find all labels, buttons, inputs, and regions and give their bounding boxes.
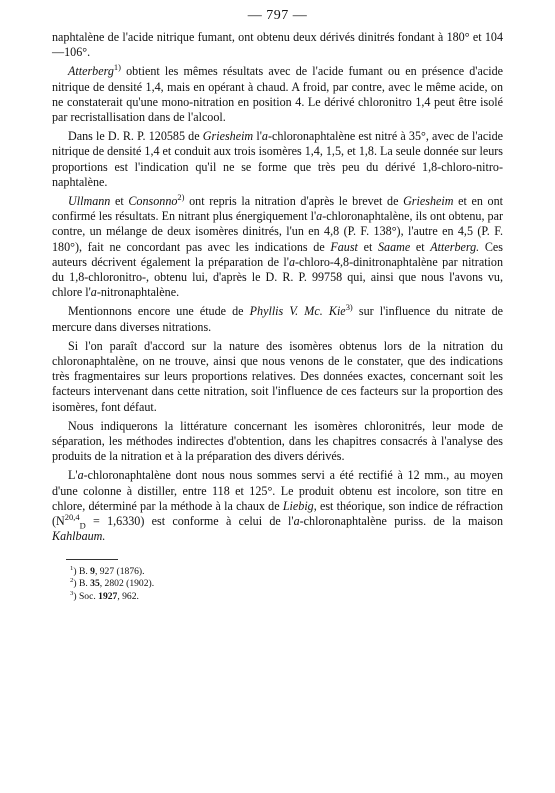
text-run: Consonno [128, 194, 178, 209]
text-run: 9 [90, 565, 95, 577]
superscript: 3 [70, 589, 74, 597]
text-run: ) Soc. [73, 590, 99, 602]
superscript: 1 [70, 564, 74, 572]
text-run: Griesheim [403, 194, 454, 209]
text-run: Atterberg [68, 64, 114, 79]
paragraph [52, 64, 503, 125]
footnote-rule [66, 559, 118, 560]
text-run: Nous indiquerons la littérature concernant les isomères chloronitrés, leur mode de séparation, les méthodes indirectes d'obtention, dans les chapitres consacrés à l'analyse des produits de la nitration et à la préparation des divers dérivés. [52, 418, 503, 464]
text-run: Si l'on paraît d'accord sur la nature des isomères obtenus lors de la nitration du chloronaphtalène, on ne trouve, ainsi que nous venons de le constater, que des indications très fragmentaires sur leurs proportions relatives. Des données exactes, concernant soit les facteurs intervenant dans cette nitration, soit l'influence de ces facteurs sur la proportion des isomères, font défaut. [52, 338, 503, 414]
text-run: Kahlbaum. [52, 529, 106, 544]
body-text [52, 30, 503, 545]
paragraph [52, 129, 503, 190]
text-run: Ullmann [68, 194, 111, 209]
text-run: -chloronaphtalène puriss. de la maison [299, 514, 503, 529]
paragraph [52, 30, 503, 60]
text-run: -chloro-4,8-dinitronaphtalène par nitration du 1,8-chloronitro-, obtenu lui, d'après le D. R. P. 99758 qui, ainsi que nous l'avons vu, chlore l' [52, 254, 504, 300]
text-run: l' [253, 129, 262, 144]
text-run: ) B. [73, 565, 91, 577]
text-run: Mentionnons encore une étude de [68, 304, 250, 319]
subscript: D [79, 520, 86, 531]
text-run: , 927 (1876). [94, 565, 145, 577]
text-run: Phyllis V. Mc. Kie [249, 304, 346, 319]
text-run: sur l'influence du nitrate de mercure dans diverses nitrations. [52, 304, 503, 334]
superscript: 2) [177, 192, 185, 202]
text-run: Griesheim [202, 129, 254, 144]
text-run: Atterberg. [430, 239, 480, 254]
text-run: a [261, 129, 268, 144]
text-run: et [357, 239, 378, 254]
text-run: et en ont confirmé les résultats. En nitrant plus énergiquement l' [52, 194, 503, 224]
text-run: Saame [377, 239, 411, 254]
text-run: 1927 [98, 590, 118, 602]
text-run: , 962. [117, 590, 139, 602]
text-run: , est théorique, son indice de réfraction (N [52, 498, 503, 529]
footnote [52, 591, 503, 604]
text-run: -chloronaphtalène, ils ont obtenu, par contre, un mélange de deux isomères dinitrés, l'un en 4,8 (P. F. 138°), l'autre en 4,5 (P. F. 180°), fait ne concordant pas avec les indications de [52, 209, 503, 254]
text-run: a [77, 468, 84, 483]
footnotes [52, 566, 503, 604]
text-run: = 1,6330) est conforme à celui de l' [85, 514, 294, 529]
text-run: Faust [330, 239, 358, 254]
text-run: -chloronaphtalène dont nous nous sommes servi a été rectifié à 12 mm., au moyen d'une colonne à distiller, entre 118 et 125°. Le produit obtenu est incolore, son titre en chlore, déterminé par la méthode à la chaux de [52, 468, 503, 513]
text-run: a [293, 514, 300, 529]
superscript: 2 [70, 576, 74, 584]
text-run: -nitronaphtalène. [96, 285, 180, 300]
text-run: a [288, 254, 295, 269]
paragraph [52, 419, 503, 465]
text-run: a [316, 209, 323, 224]
superscript: 3) [345, 302, 353, 313]
text-run: Ces auteurs décrivent également la préparation de l' [52, 239, 503, 269]
text-run: naphtalène de l'acide nitrique fumant, ont obtenu deux dérivés dinitrés fondant à 180° et 104—106°. [52, 30, 503, 60]
text-run: et [410, 239, 431, 254]
footnote [52, 578, 503, 591]
text-run: et [110, 194, 129, 209]
text-run: Liebig [282, 498, 314, 513]
paragraph [52, 339, 503, 415]
superscript: 20,4 [64, 512, 80, 523]
text-run: Dans le D. R. P. 120585 de [68, 129, 203, 144]
paragraph [52, 468, 503, 544]
text-run: , 2802 (1902). [99, 578, 155, 589]
text-run: a [90, 285, 97, 300]
superscript: 1) [113, 62, 121, 73]
text-run: obtient les mêmes résultats avec de l'acide fumant ou en présence d'acide nitrique de densité 1,4, mais en opérant à chaud. A froid, par contre, avec le même acide, on ne constaterait qu'une mono-nitration en position 4. Le dérivé chloronitro 1,4 peut être isolé par recristallisation dans de l'alcool. [52, 64, 503, 125]
text-run: ont repris la nitration d'après le brevet de [184, 194, 404, 209]
text-run: L' [68, 468, 78, 483]
text-run: 35 [90, 578, 100, 589]
text-run: ) B. [73, 578, 91, 589]
page-number: — 797 — [247, 8, 308, 23]
text-run: -chloronaphtalène est nitré à 35°, avec de l'acide nitrique de densité 1,4 et conduit aux trois isomères 1,4, 1,5, et 1,8. La seule donnée sur leurs proportions est l'indication qu'il ne se forme que très peu du dérivé 1,8-chloro-nitro-naphtalène. [52, 129, 504, 189]
paragraph [52, 194, 503, 300]
footnote [52, 566, 503, 579]
paragraph [52, 304, 503, 334]
